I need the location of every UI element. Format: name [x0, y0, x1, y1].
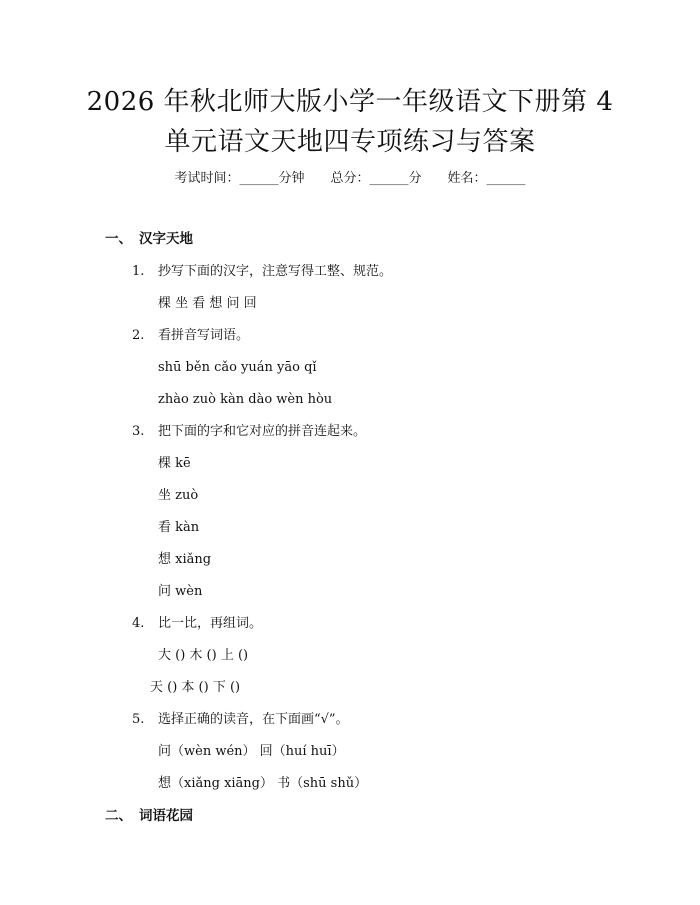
exam-time: 考试时间：______分钟 [174, 171, 305, 186]
exam-score: 总分：______分 [330, 171, 422, 186]
q1-characters: 棵 坐 看 想 问 回 [158, 296, 257, 311]
question-2 [132, 327, 249, 345]
question-number: 1. [132, 264, 145, 279]
question-number: 2. [132, 328, 145, 343]
question-4 [132, 615, 262, 633]
q5-line-1: 问（wèn wén） 回（huí huī） [158, 744, 345, 759]
question-5 [132, 711, 349, 729]
question-text: 抄写下面的汉字，注意写得工整、规范。 [158, 264, 393, 279]
section-title: 词语花园 [139, 808, 193, 824]
section-heading [105, 230, 193, 248]
question-number: 5. [132, 712, 145, 727]
student-name: 姓名：______ [447, 171, 526, 186]
question-3 [132, 423, 366, 441]
q3-pair: 问 wèn [158, 584, 203, 599]
question-number: 3. [132, 424, 145, 439]
q3-pair: 想 xiǎng [158, 552, 212, 567]
q4-line-1: 大 () 木 () 上 () [158, 648, 249, 663]
section-heading [105, 807, 193, 825]
q5-line-2: 想（xiǎng xiāng） 书（shū shǔ） [158, 776, 368, 791]
q3-pair: 看 kàn [158, 520, 200, 535]
question-number: 4. [132, 616, 145, 631]
q2-pinyin-line-2: zhào zuò kàn dào wèn hòu [158, 392, 333, 407]
title-line-2: 单元语文天地四专项练习与答案 [164, 127, 536, 157]
section-number: 二、 [105, 808, 132, 824]
q2-pinyin-line-1: shū běn cǎo yuán yāo qǐ [158, 360, 317, 375]
section-title: 汉字天地 [139, 231, 193, 247]
q4-line-2: 天 () 本 () 下 () [150, 680, 241, 695]
title-line-1: 2026 年秋北师大版小学一年级语文下册第 4 [86, 87, 614, 117]
q3-pair: 坐 zuò [158, 488, 199, 503]
document-title [0, 82, 700, 162]
question-text: 比一比，再组词。 [158, 616, 263, 631]
question-text: 把下面的字和它对应的拼音连起来。 [158, 424, 367, 439]
question-1 [132, 263, 392, 281]
question-text: 选择正确的读音，在下面画“√”。 [158, 712, 349, 727]
question-text: 看拼音写词语。 [158, 328, 250, 343]
q3-pair: 棵 kē [158, 456, 191, 471]
section-number: 一、 [105, 231, 132, 247]
exam-info [0, 170, 700, 188]
